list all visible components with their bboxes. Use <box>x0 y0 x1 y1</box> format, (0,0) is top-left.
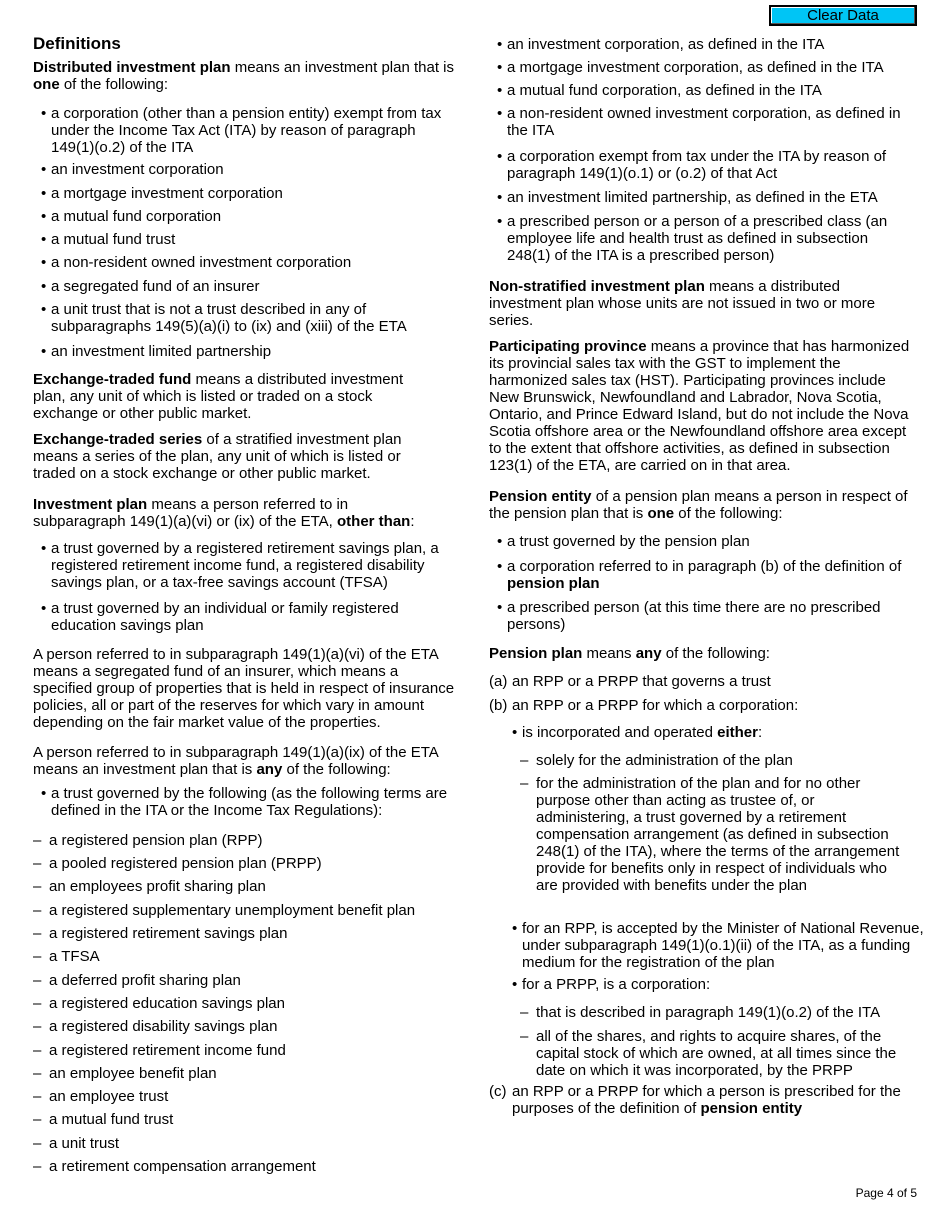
list-item: • a corporation referred to in paragraph (b) of the definition of pension plan <box>489 558 922 592</box>
list-item: – an employee trust <box>33 1088 168 1105</box>
def-participating-province: Participating province means a province that has harmonized its provincial sales tax with the GST to implement the harmonized sales tax (HST). Participating provinces include New Brunswick, Newfoundland and Labrador, Nova Scotia, Ontario, and Prince Edward Island, but do not include the Nova Scotia offshore area or the Newfoundland offshore area except to the extent that offshore activities, as defined in subsection 123(1) of the ETA, are carried on in that area. <box>489 338 910 474</box>
page-title: Definitions <box>33 34 121 53</box>
para-subparagraph-ix: A person referred to in subparagraph 149(1)(a)(ix) of the ETA means an investment plan that is any of the following: <box>33 744 438 778</box>
def-investment-plan: Investment plan means a person referred to in subparagraph 149(1)(a)(vi) or (ix) of the ETA, other than: <box>33 496 415 530</box>
def-non-stratified-investment-plan: Non-stratified investment plan means a distributed investment plan whose units are not issued in two or more series. <box>489 278 876 329</box>
list-item: – a registered pension plan (RPP) <box>33 832 262 849</box>
list-item: – a registered education savings plan <box>33 995 285 1012</box>
list-item: – a unit trust <box>33 1135 119 1152</box>
list-item: • a trust governed by the pension plan <box>489 533 750 550</box>
list-item: • an investment limited partnership, as defined in the ETA <box>489 189 878 206</box>
page-number: Page 4 of 5 <box>855 1186 917 1200</box>
list-item: • a mortgage investment corporation <box>33 185 283 202</box>
list-item: – a retirement compensation arrangement <box>33 1158 316 1175</box>
list-item: • a mutual fund corporation, as defined in the ITA <box>489 82 822 99</box>
list-item: • a trust governed by the following (as the following terms are defined in the ITA or the Income Tax Regulations): <box>33 785 451 819</box>
def-exchange-traded-fund: Exchange-traded fund means a distributed investment plan, any unit of which is listed or traded on a stock exchange or other public market. <box>33 371 404 422</box>
def-distributed-investment-plan: Distributed investment plan means an investment plan that is one of the following: <box>33 59 454 93</box>
list-item: – an employee benefit plan <box>33 1065 217 1082</box>
list-item: • an investment corporation, as defined in the ITA <box>489 36 824 53</box>
list-item: • a non-resident owned investment corporation <box>33 254 351 271</box>
list-item: – that is described in paragraph 149(1)(o.2) of the ITA <box>520 1004 880 1021</box>
list-item: • an investment limited partnership <box>33 343 271 360</box>
list-item: • for a PRPP, is a corporation: <box>504 976 710 993</box>
def-pension-plan: Pension plan means any of the following: <box>489 645 770 662</box>
clear-data-button[interactable]: Clear Data <box>769 5 917 26</box>
list-item: • a non-resident owned investment corporation, as defined in the ITA <box>489 105 917 139</box>
list-item: • a mortgage investment corporation, as defined in the ITA <box>489 59 884 76</box>
list-item: • a mutual fund corporation <box>33 208 221 225</box>
list-item: • a trust governed by a registered retirement savings plan, a registered retirement income fund, a registered disability savings plan, or a tax-free savings account (TFSA) <box>33 540 461 591</box>
list-item: • a prescribed person or a person of a prescribed class (an employee life and health trust as defined in subsection 248(1) of the ITA is a prescribed person) <box>489 213 892 264</box>
list-item: • a segregated fund of an insurer <box>33 278 259 295</box>
list-item: • a unit trust that is not a trust described in any of subparagraphs 149(5)(a)(i) to (ix) and (xiii) of the ETA <box>33 301 431 335</box>
pension-plan-item-a: (a) an RPP or a PRPP that governs a trust <box>489 673 771 690</box>
list-item: – all of the shares, and rights to acquire shares, of the capital stock of which are owned, at all times since the date on which it was incorporated, by the PRPP <box>520 1028 911 1079</box>
list-item: • a trust governed by an individual or family registered education savings plan <box>33 600 421 634</box>
list-item: • an investment corporation <box>33 161 224 178</box>
list-item: – an employees profit sharing plan <box>33 878 266 895</box>
list-item: – a registered retirement income fund <box>33 1042 286 1059</box>
list-item: • a prescribed person (at this time there are no prescribed persons) <box>489 599 907 633</box>
pension-plan-item-b: (b) an RPP or a PRPP for which a corporation: <box>489 697 799 714</box>
list-item: – a mutual fund trust <box>33 1111 173 1128</box>
list-item: • for an RPP, is accepted by the Minister of National Revenue, under subparagraph 149(1)(o.1)(ii) of the ITA, as a funding medium for the registration of the plan <box>504 920 927 971</box>
list-item: – a registered retirement savings plan <box>33 925 287 942</box>
para-subparagraph-vi: A person referred to in subparagraph 149(1)(a)(vi) of the ETA means a segregated fund of an insurer, which means a specified group of properties that is held in respect of insurance policies, all or part of the reserves for which vary in amount depending on the fair market value of the properties. <box>33 646 455 731</box>
def-exchange-traded-series: Exchange-traded series of a stratified investment plan means a series of the plan, any unit of which is listed or traded on a stock exchange or other public market. <box>33 431 402 482</box>
list-item: • is incorporated and operated either: <box>504 724 762 741</box>
list-item: – a TFSA <box>33 948 100 965</box>
list-item: • a corporation (other than a pension entity) exempt from tax under the Income Tax Act (ITA) by reason of paragraph 149(1)(o.2) of the ITA <box>33 105 461 156</box>
list-item: – a pooled registered pension plan (PRPP) <box>33 855 322 872</box>
list-item: – a registered disability savings plan <box>33 1018 277 1035</box>
def-pension-entity: Pension entity of a pension plan means a person in respect of the pension plan that is one of the following: <box>489 488 908 522</box>
list-item: – solely for the administration of the plan <box>520 752 793 769</box>
pension-plan-item-c: (c) an RPP or a PRPP for which a person is prescribed for the purposes of the definition of pension entity <box>489 1083 901 1117</box>
list-item: • a mutual fund trust <box>33 231 175 248</box>
list-item: – a deferred profit sharing plan <box>33 972 241 989</box>
list-item: • a corporation exempt from tax under the ITA by reason of paragraph 149(1)(o.1) or (o.2) of that Act <box>489 148 907 182</box>
list-item: – for the administration of the plan and for no other purpose other than acting as trustee of, or administering, a trust governed by a retirement compensation arrangement (as defined in subsection 248(1) of the ITA), where the terms of the arrangement provide for benefits only in respect of individuals who are provided with benefits under the plan <box>520 775 906 894</box>
list-item: – a registered supplementary unemployment benefit plan <box>33 902 415 919</box>
